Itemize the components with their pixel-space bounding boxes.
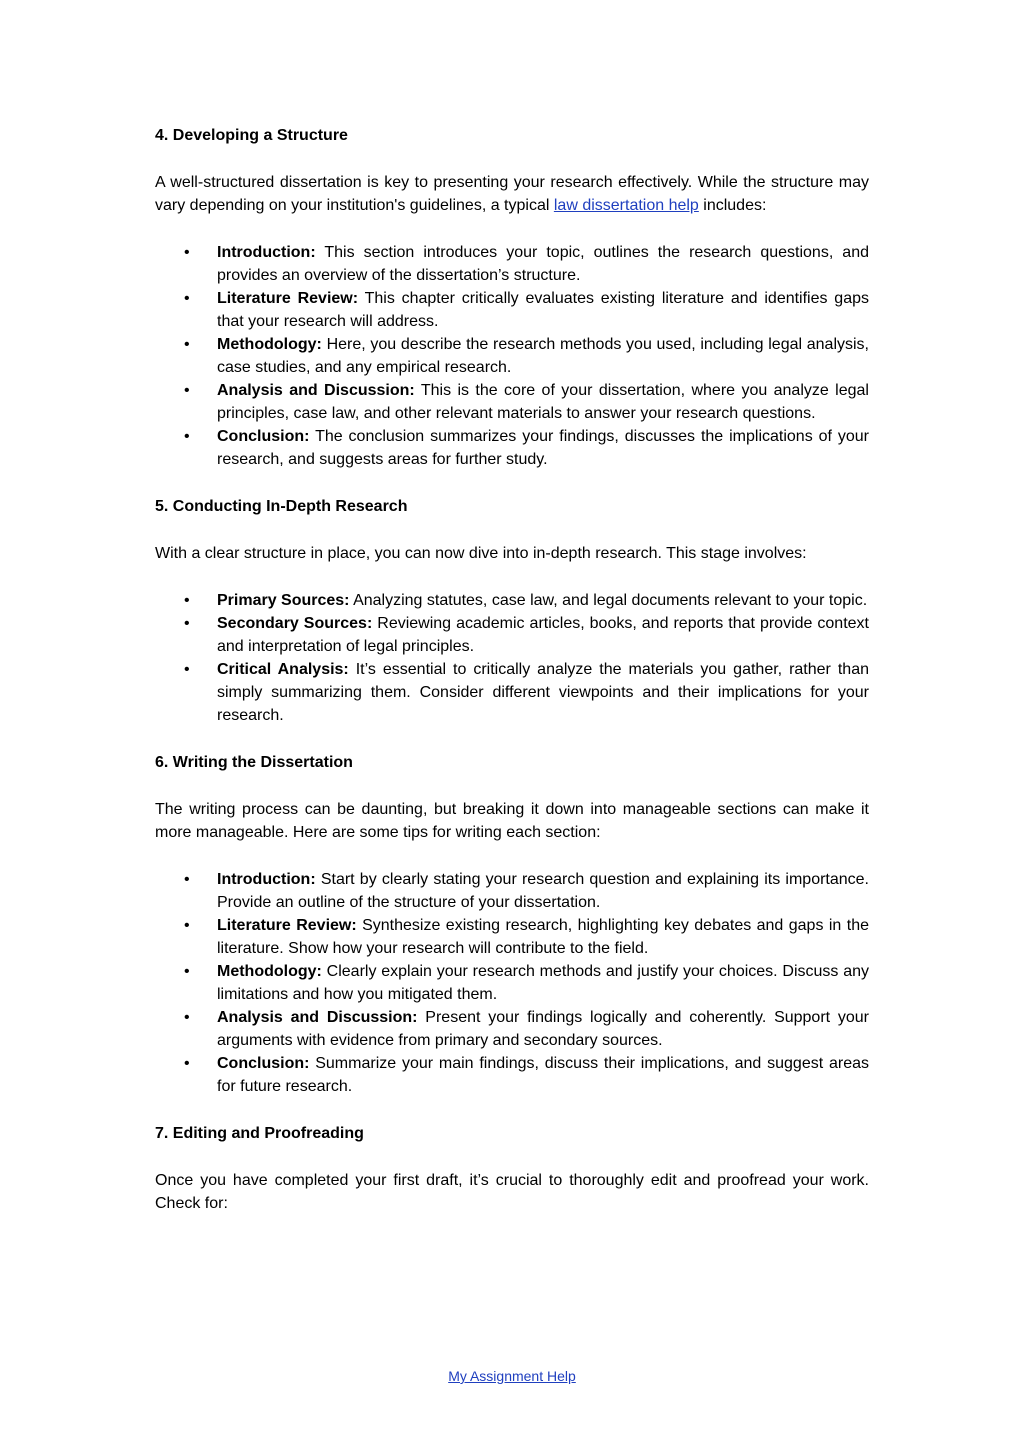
bullet-icon: • bbox=[184, 244, 190, 261]
section-paragraph bbox=[155, 171, 869, 217]
list-item bbox=[155, 589, 869, 612]
list-item-text: This section introduces your topic, outlines the research questions, and provides an overview of the dissertation’s structure. bbox=[217, 244, 869, 284]
list-item-term: Methodology: bbox=[217, 963, 322, 980]
law-dissertation-help-link[interactable]: law dissertation help bbox=[553, 197, 699, 214]
section-paragraph: The writing process can be daunting, but breaking it down into manageable sections can make it more manageable. Here are some tips for writing each section: bbox=[155, 801, 869, 841]
section-heading: 7. Editing and Proofreading bbox=[155, 1125, 364, 1142]
list-item-term: Conclusion: bbox=[217, 1055, 310, 1072]
list-item-term: Literature Review: bbox=[217, 917, 357, 934]
list-item-term: Introduction: bbox=[217, 871, 316, 888]
list-item bbox=[155, 425, 869, 471]
list-item-term: Literature Review: bbox=[217, 290, 359, 307]
list-item-text: Reviewing academic articles, books, and reports that provide context and interpretation of legal principles. bbox=[217, 615, 869, 655]
list-item-term: Critical Analysis: bbox=[217, 661, 349, 678]
list-item bbox=[155, 333, 869, 379]
list-item-term: Primary Sources: bbox=[217, 592, 350, 609]
list-item bbox=[155, 960, 869, 1006]
section-paragraph: Once you have completed your first draft, it’s crucial to thoroughly edit and proofread your work. Check for: bbox=[155, 1172, 869, 1212]
list-item-text: Summarize your main findings, discuss their implications, and suggest areas for future research. bbox=[217, 1055, 869, 1095]
paragraph-text: A well-structured dissertation is key to presenting your research effectively. While the structure may vary depending on your institution's guidelines, a typical bbox=[155, 174, 869, 214]
list-item-text: It’s essential to critically analyze the materials you gather, rather than simply summarizing them. Consider different viewpoints and their implications for your research. bbox=[217, 661, 869, 724]
list-item bbox=[155, 658, 869, 727]
list-item bbox=[155, 241, 869, 287]
bullet-icon: • bbox=[184, 615, 190, 632]
list-item-text: Here, you describe the research methods you used, including legal analysis, case studies, and any empirical research. bbox=[217, 336, 869, 376]
list-item-text: Start by clearly stating your research question and explaining its importance. Provide an outline of the structure of your dissertation. bbox=[217, 871, 869, 911]
list-item bbox=[155, 1052, 869, 1098]
list-item-term: Methodology: bbox=[217, 336, 322, 353]
bullet-icon: • bbox=[184, 336, 190, 353]
list-item-text: Present your findings logically and coherently. Support your arguments with evidence from primary and secondary sources. bbox=[217, 1009, 870, 1049]
bullet-icon: • bbox=[184, 592, 190, 609]
list-item-text: Analyzing statutes, case law, and legal documents relevant to your topic. bbox=[349, 592, 868, 609]
page-footer bbox=[0, 1368, 1024, 1384]
section-heading: 6. Writing the Dissertation bbox=[155, 754, 353, 771]
bullet-icon: • bbox=[184, 382, 190, 399]
section-heading: 5. Conducting In-Depth Research bbox=[155, 498, 408, 515]
list-item bbox=[155, 1006, 869, 1052]
bullet-icon: • bbox=[184, 1055, 190, 1072]
list-item-text: Clearly explain your research methods and justify your choices. Discuss any limitations and how you mitigated them. bbox=[217, 963, 869, 1003]
bullet-icon: • bbox=[184, 871, 190, 888]
list-item-term: Secondary Sources: bbox=[217, 615, 373, 632]
list-item-text: This is the core of your dissertation, where you analyze legal principles, case law, and other relevant materials to answer your research questions. bbox=[217, 382, 869, 422]
list-item-term: Introduction: bbox=[217, 244, 316, 261]
paragraph-text: includes: bbox=[698, 197, 767, 214]
list-item bbox=[155, 868, 869, 914]
bullet-list bbox=[155, 868, 869, 1098]
list-item bbox=[155, 914, 869, 960]
list-item-term: Analysis and Discussion: bbox=[217, 1009, 418, 1026]
list-item-text: The conclusion summarizes your findings, discusses the implications of your research, and suggests areas for further study. bbox=[217, 428, 869, 468]
list-item-term: Conclusion: bbox=[217, 428, 310, 445]
my-assignment-help-link[interactable]: My Assignment Help bbox=[448, 1368, 576, 1384]
bullet-icon: • bbox=[184, 661, 190, 678]
list-item bbox=[155, 379, 869, 425]
list-item-term: Analysis and Discussion: bbox=[217, 382, 415, 399]
bullet-icon: • bbox=[184, 290, 190, 307]
list-item-text: Synthesize existing research, highlighting key debates and gaps in the literature. Show how your research will contribute to the field. bbox=[217, 917, 869, 957]
list-item-text: This chapter critically evaluates existing literature and identifies gaps that your research will address. bbox=[217, 290, 870, 330]
bullet-list bbox=[155, 589, 869, 727]
bullet-list bbox=[155, 241, 869, 471]
document-page bbox=[155, 124, 869, 1239]
list-item bbox=[155, 287, 869, 333]
bullet-icon: • bbox=[184, 917, 190, 934]
bullet-icon: • bbox=[184, 1009, 190, 1026]
list-item bbox=[155, 612, 869, 658]
bullet-icon: • bbox=[184, 428, 190, 445]
bullet-icon: • bbox=[184, 963, 190, 980]
section-heading: 4. Developing a Structure bbox=[155, 127, 348, 144]
section-paragraph: With a clear structure in place, you can now dive into in-depth research. This stage involves: bbox=[155, 545, 807, 562]
